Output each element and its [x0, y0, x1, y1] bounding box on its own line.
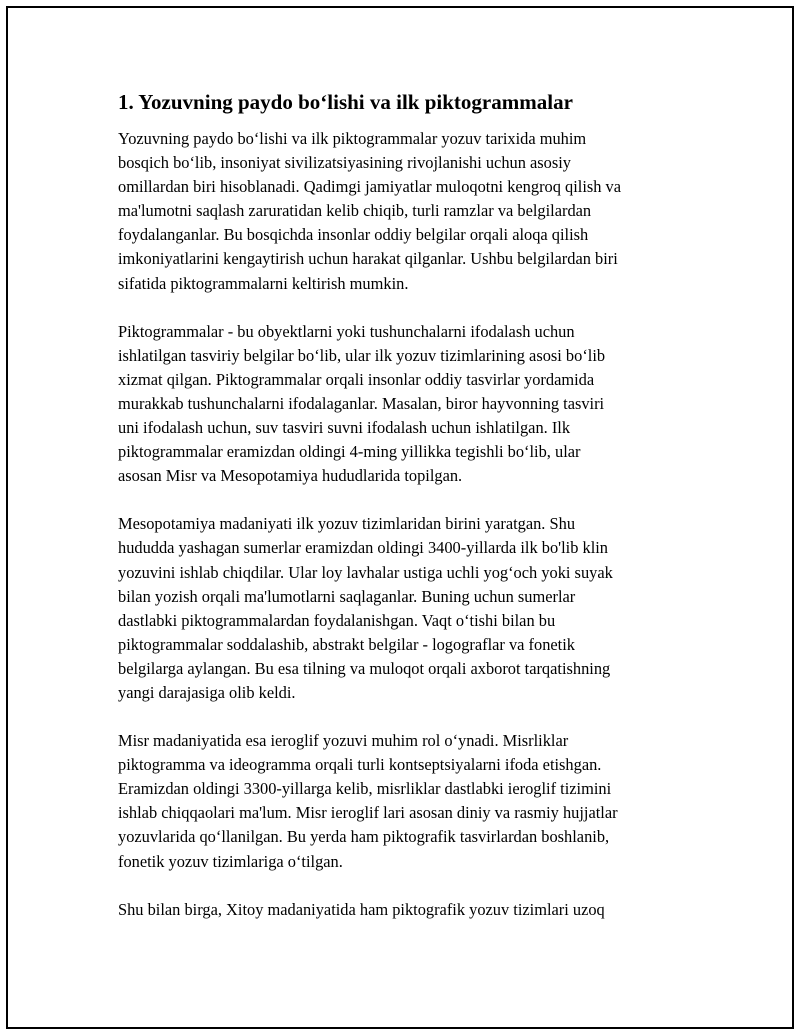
- paragraph-2: Piktogrammalar - bu obyektlarni yoki tushunchalarni ifodalash uchun ishlatilgan tasviriy belgilar boʻlib, ular ilk yozuv tizimlarining asosi boʻlib xizmat qilgan. Piktogrammalar orqali insonlar oddiy tasvirlar yordamida murakkab tushunchalarni ifodalaganlar. Masalan, biror hayvonning tasviri uni ifodalash uchun, suv tasviri suvni ifodalash uchun ishlatilgan. Ilk piktogrammalar eramizdan oldingi 4-ming yillikka tegishli boʻlib, ular asosan Misr va Mesopotamiya hududlarida topilgan.: [118, 321, 606, 486]
- paragraph-5: Shu bilan birga, Xitoy madaniyatida ham piktografik yozuv tizimlari uzoq: [118, 899, 605, 919]
- paragraph-3: Mesopotamiya madaniyati ilk yozuv tizimlaridan birini yaratgan. Shu hududda yashagan sumerlar eramizdan oldingi 3400-yillarda ilk bo'lib klin yozuvini ishlab chiqdilar. Ular loy lavhalar ustiga uchli yogʻoch yoki suyak bilan yozish orqali ma'lumotlarni saqlaganlar. Buning uchun sumerlar dastlabki piktogrammalardan foydalanishgan. Vaqt oʻtishi bilan bu piktogrammalar soddalashib, abstrakt belgilar - logograflar va fonetik belgilarga aylangan. Bu esa tilning va muloqot orqali axborot tarqatishning yangi darajasiga olib keldi.: [118, 514, 613, 702]
- section-heading: 1. Yozuvning paydo boʻlishi va ilk piktogrammalar: [118, 90, 573, 114]
- paragraph-4: Misr madaniyatida esa ieroglif yozuvi muhim rol oʻynadi. Misrliklar piktogramma va ideogramma orqali turli kontseptsiyalarni ifoda etishgan. Eramizdan oldingi 3300-yillarga kelib, misrliklar dastlabki ieroglif tizimini ishlab chiqqaolari ma'lum. Misr ieroglif lari asosan diniy va rasmiy hujjatlar yozuvlarida qoʻllanilgan. Bu yerda ham piktografik tasvirlardan boshlanib, fonetik yozuv tizimlariga oʻtilgan.: [118, 731, 618, 871]
- document-body: [118, 88, 688, 946]
- paragraph-1: Yozuvning paydo boʻlishi va ilk piktogrammalar yozuv tarixida muhim bosqich boʻlib, insoniyat sivilizatsiyasining rivojlanishi uchun asosiy omillardan biri hisoblanadi. Qadimgi jamiyatlar muloqotni kengroq qilish va ma'lumotni saqlash zaruratidan kelib chiqib, turli ramzlar va belgilardan foydalanganlar. Bu bosqichda insonlar oddiy belgilar orqali aloqa qilish imkoniyatlarini kengaytirish uchun harakat qilganlar. Ushbu belgilardan biri sifatida piktogrammalarni keltirish mumkin.: [118, 129, 622, 293]
